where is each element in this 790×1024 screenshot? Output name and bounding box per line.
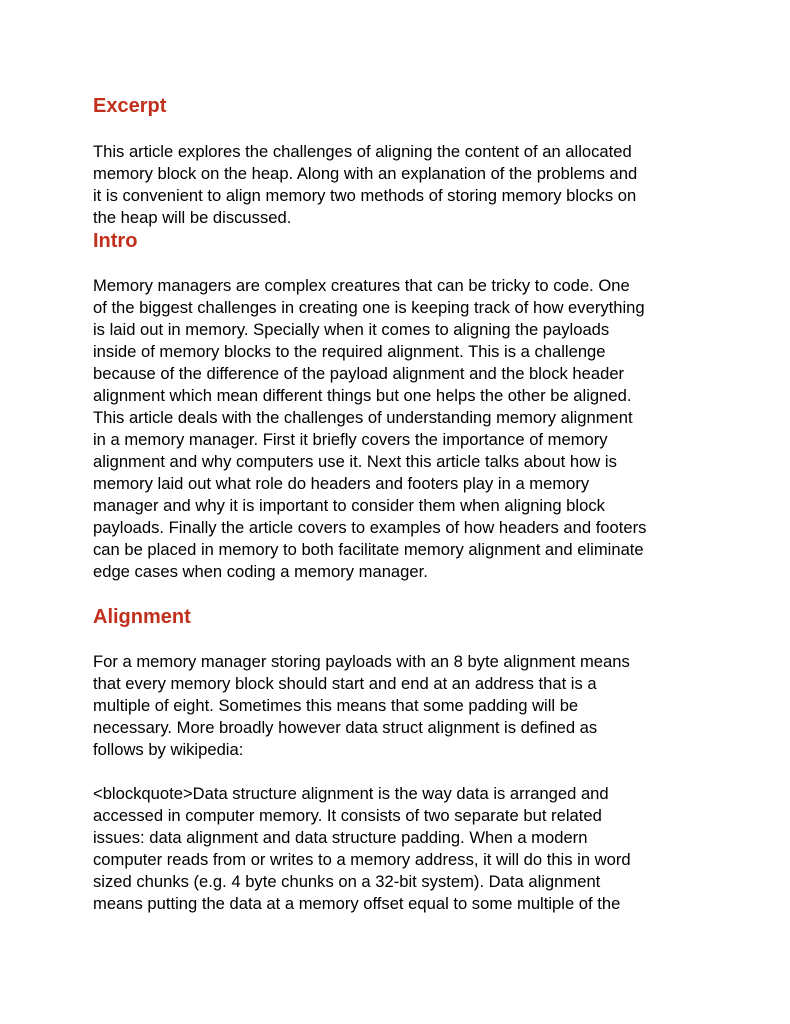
intro-line: in a memory manager. First it briefly covers the importance of memory <box>93 430 608 449</box>
excerpt-line: it is convenient to align memory two methods of storing memory blocks on <box>93 186 637 205</box>
intro-heading: Intro <box>93 230 138 252</box>
alignment-line: sized chunks (e.g. 4 byte chunks on a 32-bit system). Data alignment <box>93 872 601 891</box>
intro-line: payloads. Finally the article covers to examples of how headers and footers <box>93 518 647 537</box>
intro-line: inside of memory blocks to the required alignment. This is a challenge <box>93 342 606 361</box>
excerpt-heading: Excerpt <box>93 95 167 117</box>
intro-paragraph <box>93 275 646 583</box>
alignment-line: necessary. More broadly however data struct alignment is defined as <box>93 718 598 737</box>
intro-line: is laid out in memory. Specially when it comes to aligning the payloads <box>93 320 610 339</box>
alignment-line: follows by wikipedia: <box>93 740 244 759</box>
alignment-line: computer reads from or writes to a memory address, it will do this in word <box>93 850 631 869</box>
intro-line: This article deals with the challenges of understanding memory alignment <box>93 408 633 427</box>
intro-line: because of the difference of the payload alignment and the block header <box>93 364 625 383</box>
excerpt-line: memory block on the heap. Along with an explanation of the problems and <box>93 164 638 183</box>
alignment-line: For a memory manager storing payloads with an 8 byte alignment means <box>93 652 630 671</box>
excerpt-line: This article explores the challenges of aligning the content of an allocated <box>93 142 632 161</box>
intro-line: can be placed in memory to both facilitate memory alignment and eliminate <box>93 540 644 559</box>
alignment-paragraph-1 <box>93 651 630 761</box>
alignment-heading: Alignment <box>93 606 191 628</box>
intro-line: memory laid out what role do headers and footers play in a memory <box>93 474 590 493</box>
intro-line: edge cases when coding a memory manager. <box>93 562 428 581</box>
intro-line: alignment which mean different things but one helps the other be aligned. <box>93 386 632 405</box>
alignment-line: issues: data alignment and data structure padding. When a modern <box>93 828 588 847</box>
intro-line: Memory managers are complex creatures that can be tricky to code. One <box>93 276 630 295</box>
intro-line: alignment and why computers use it. Next this article talks about how is <box>93 452 617 471</box>
alignment-line: multiple of eight. Sometimes this means that some padding will be <box>93 696 579 715</box>
intro-line: manager and why it is important to consider them when aligning block <box>93 496 605 515</box>
alignment-paragraph-2 <box>93 783 631 915</box>
excerpt-line: the heap will be discussed. <box>93 208 292 227</box>
alignment-line: <blockquote>Data structure alignment is the way data is arranged and <box>93 784 609 803</box>
intro-line: of the biggest challenges in creating one is keeping track of how everything <box>93 298 645 317</box>
alignment-line: means putting the data at a memory offset equal to some multiple of the <box>93 894 621 913</box>
alignment-line: that every memory block should start and end at an address that is a <box>93 674 597 693</box>
alignment-line: accessed in computer memory. It consists of two separate but related <box>93 806 602 825</box>
excerpt-paragraph <box>93 141 637 229</box>
